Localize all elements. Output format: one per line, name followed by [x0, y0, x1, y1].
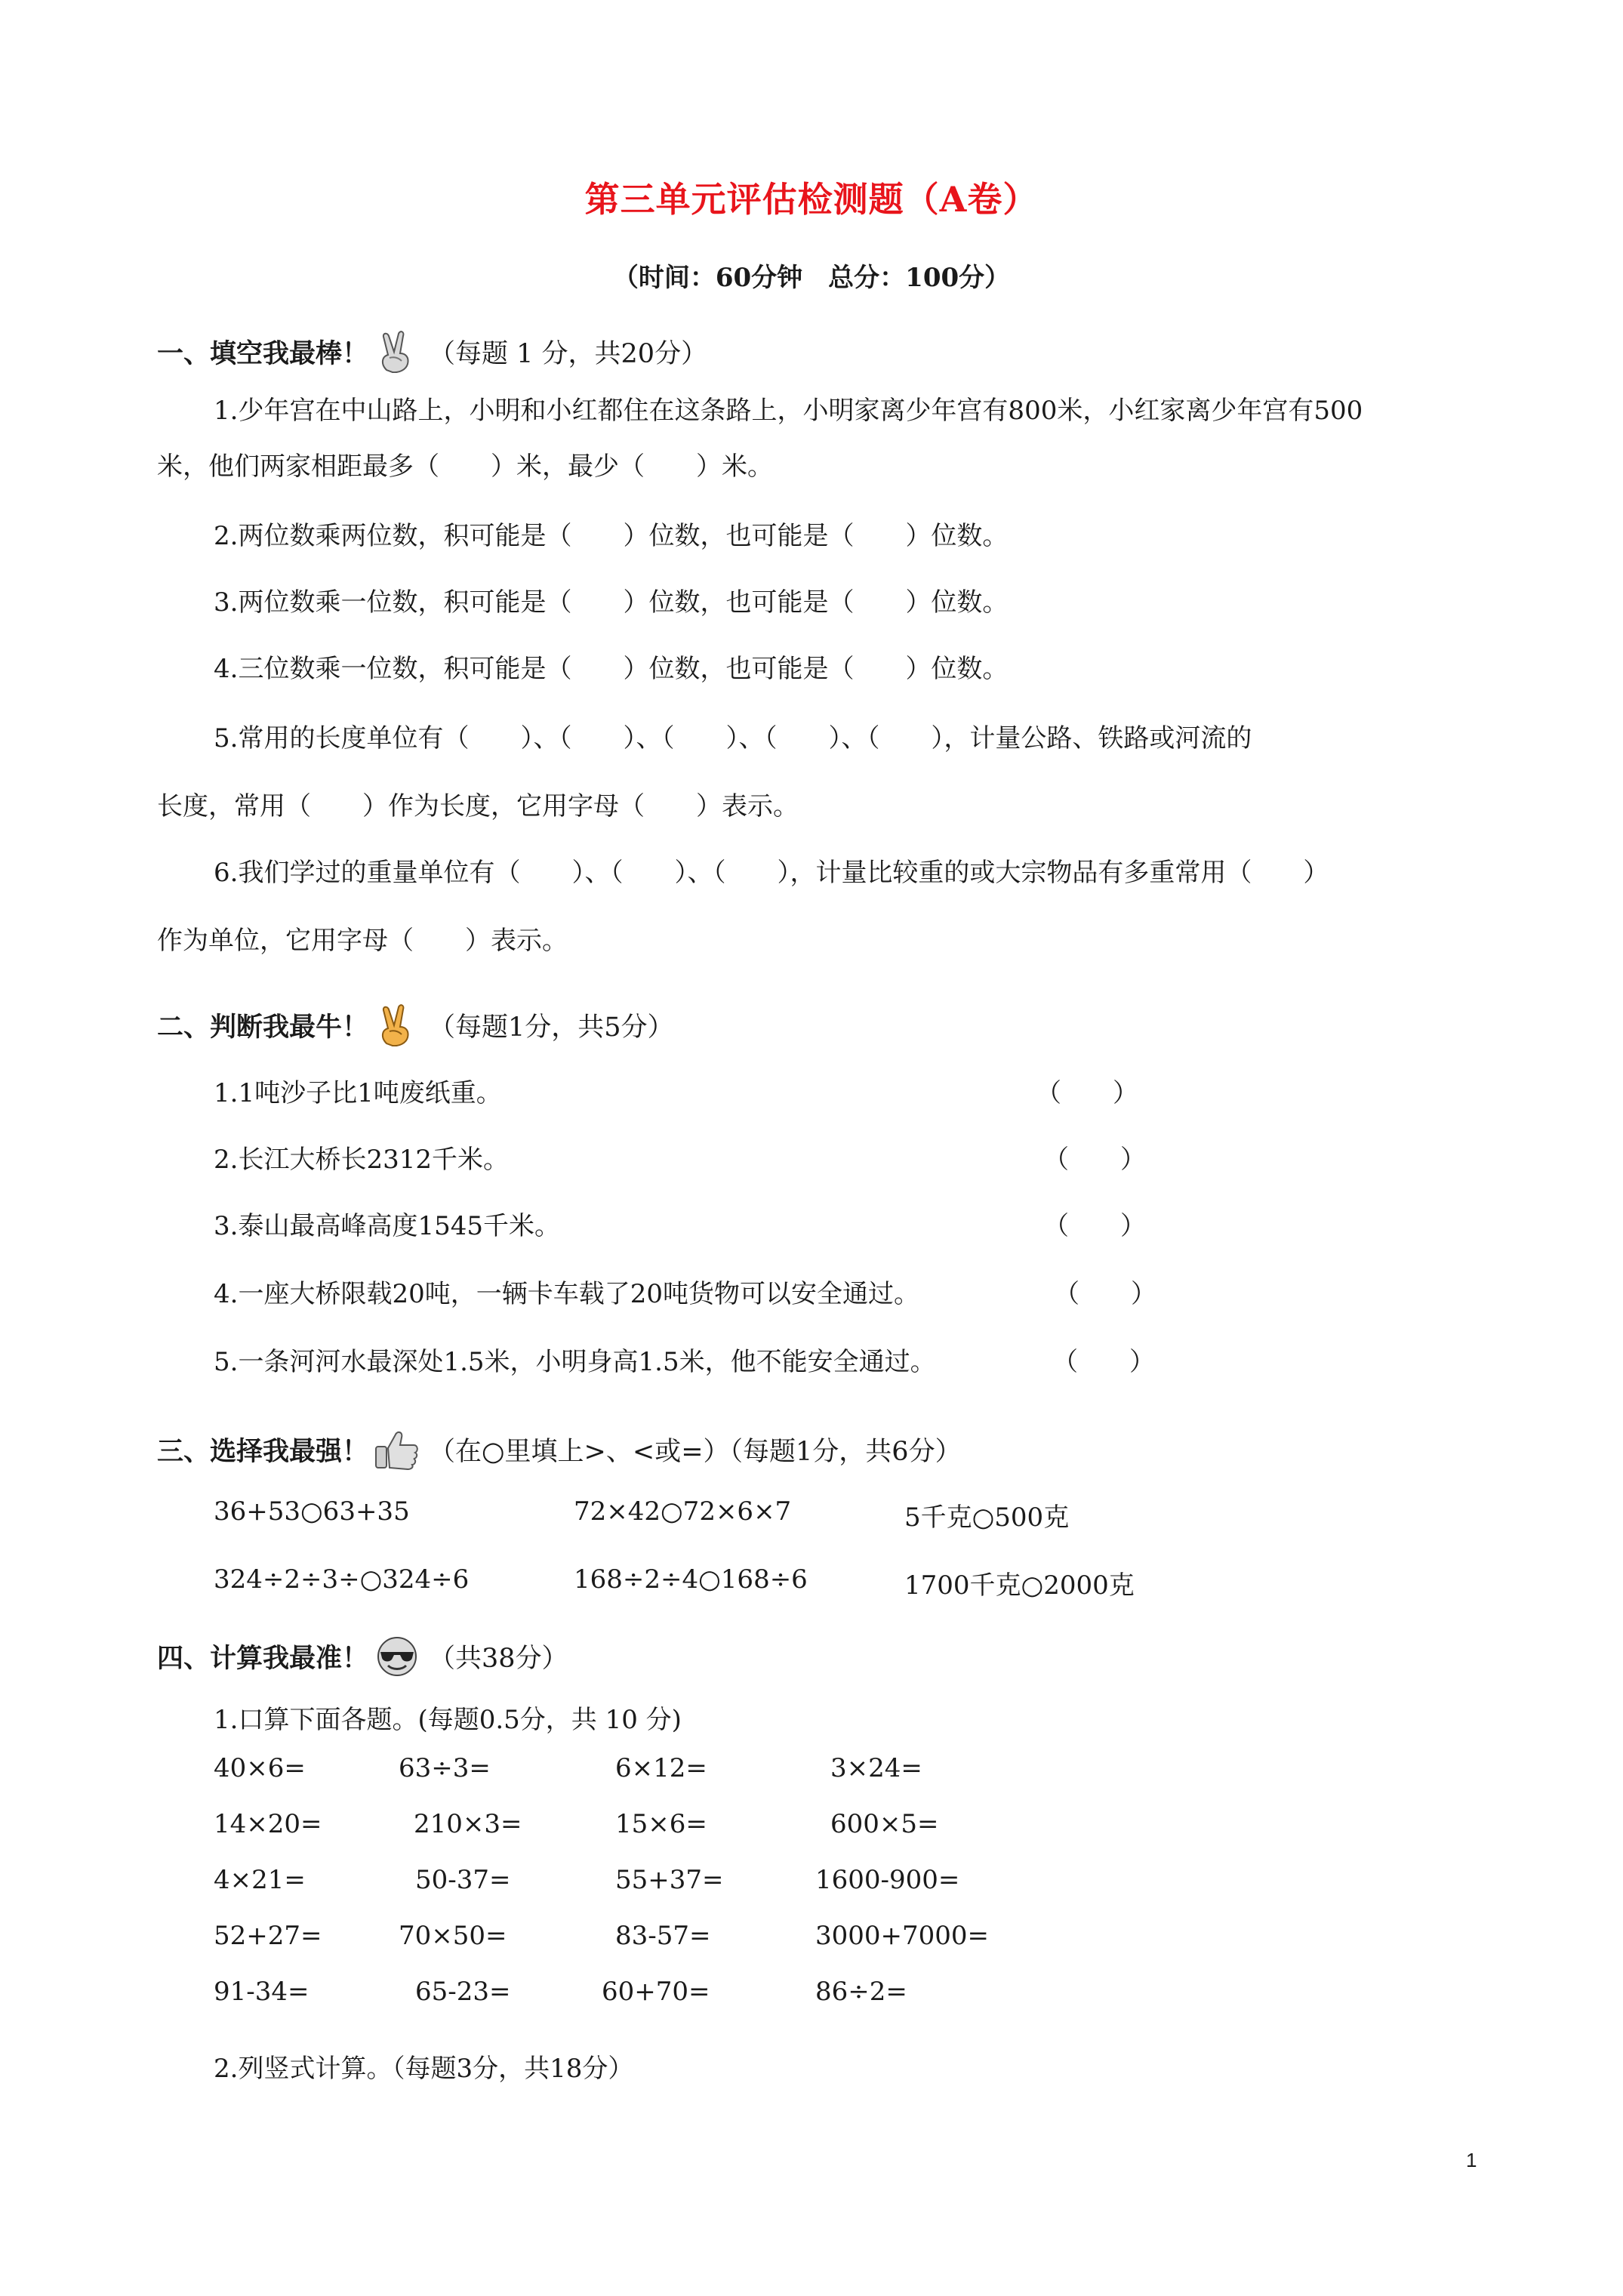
calc-item: 1600-900=: [815, 1865, 960, 1895]
calc-item: 3×24=: [830, 1753, 922, 1783]
judge-item-3: 3.泰山最高峰高度1545千米。: [214, 1211, 560, 1241]
judge-item-1: 1.1吨沙子比1吨废纸重。: [214, 1078, 502, 1108]
question-1-line2: 米，他们两家相距最多（ ）米，最少（ ）米。: [157, 451, 773, 482]
calc-item: 3000+7000=: [815, 1921, 990, 1951]
calc-item: 65-23=: [415, 1977, 511, 2007]
judge-bracket-1: （ ）: [1036, 1078, 1138, 1108]
sunglasses-face-icon: [373, 1635, 421, 1678]
question-4: 4.三位数乘一位数，积可能是（ ）位数，也可能是（ ）位数。: [214, 654, 1009, 684]
calc-item: 4×21=: [214, 1865, 306, 1895]
section1-heading: 一、填空我最棒！: [157, 338, 369, 369]
page-number: 1: [1466, 2149, 1477, 2171]
question-5-line2: 长度，常用（ ）作为长度，它用字母（ ）表示。: [157, 791, 799, 821]
calc-item: 6×12=: [615, 1753, 707, 1783]
calc-item: 91-34=: [214, 1977, 310, 2007]
question-6-line2: 作为单位，它用字母（ ）表示。: [157, 926, 568, 956]
section4-heading-row: [157, 1635, 568, 1678]
compare-item: 5千克○500克: [904, 1502, 1070, 1533]
compare-item: 168÷2÷4○168÷6: [574, 1564, 808, 1595]
section3-note: （在○里填上>、<或=）（每题1分，共6分）: [429, 1437, 962, 1467]
question-6-line1: 6.我们学过的重量单位有（ ）、（ ）、（ ），计量比较重的或大宗物品有多重常用（ ）: [214, 858, 1329, 888]
calc-item: 83-57=: [615, 1921, 711, 1951]
section2-heading: 二、判断我最牛！: [157, 1012, 369, 1043]
judge-item-5: 5.一条河河水最深处1.5米，小明身高1.5米，他不能安全通过。: [214, 1347, 936, 1377]
calc-item: 210×3=: [414, 1809, 522, 1839]
question-3: 3.两位数乘一位数，积可能是（ ）位数，也可能是（ ）位数。: [214, 587, 1009, 618]
vertical-calc-heading: 2.列竖式计算。（每题3分，共18分）: [214, 2054, 634, 2084]
judge-bracket-5: （ ）: [1052, 1347, 1155, 1377]
section3-heading: 三、选择我最强！: [157, 1436, 369, 1467]
calc-item: 50-37=: [415, 1865, 511, 1895]
calc-item: 40×6=: [214, 1753, 306, 1783]
question-1-line1: 1.少年宫在中山路上，小明和小红都住在这条路上，小明家离少年宫有800米，小红家离少年宫有500: [214, 396, 1363, 426]
calc-item: 63÷3=: [399, 1753, 491, 1783]
section1-note: （每题 1 分，共20分）: [429, 339, 708, 369]
compare-item: 324÷2÷3÷○324÷6: [214, 1564, 470, 1595]
calc-item: 600×5=: [830, 1809, 939, 1839]
question-2: 2.两位数乘两位数，积可能是（ ）位数，也可能是（ ）位数。: [214, 521, 1009, 551]
judge-bracket-2: （ ）: [1043, 1145, 1146, 1175]
calc-item: 14×20=: [214, 1809, 322, 1839]
section3-heading-row: [157, 1428, 962, 1471]
calc-item: 55+37=: [615, 1865, 724, 1895]
judge-item-2: 2.长江大桥长2312千米。: [214, 1145, 509, 1175]
thumbs-up-icon: [373, 1428, 421, 1471]
judge-bracket-4: （ ）: [1054, 1279, 1156, 1309]
victory-hand-icon: [373, 331, 421, 373]
judge-item-4: 4.一座大桥限载20吨，一辆卡车载了20吨货物可以安全通过。: [214, 1279, 919, 1309]
oral-calc-heading: 1.口算下面各题。(每题0.5分，共 10 分): [214, 1705, 682, 1735]
question-5-line1: 5.常用的长度单位有（ ）、（ ）、（ ）、（ ）、（ ），计量公路、铁路或河流的: [214, 723, 1252, 754]
victory-hand-icon: [373, 1004, 421, 1046]
compare-item: 1700千克○2000克: [904, 1570, 1135, 1601]
section1-heading-row: [157, 331, 707, 373]
calc-item: 60+70=: [602, 1977, 710, 2007]
calc-item: 70×50=: [399, 1921, 507, 1951]
judge-bracket-3: （ ）: [1043, 1211, 1146, 1241]
compare-item: 36+53○63+35: [214, 1496, 410, 1527]
calc-item: 86÷2=: [815, 1977, 907, 2007]
exam-info: （时间：60分钟 总分：100分）: [612, 263, 1011, 293]
section2-note: （每题1分，共5分）: [429, 1012, 674, 1043]
section4-note: （共38分）: [429, 1644, 568, 1674]
section2-heading-row: [157, 1004, 674, 1046]
page-title: 第三单元评估检测题（A卷）: [584, 179, 1039, 220]
section4-heading: 四、计算我最准！: [157, 1643, 369, 1674]
calc-item: 52+27=: [214, 1921, 322, 1951]
compare-item: 72×42○72×6×7: [574, 1496, 792, 1527]
calc-item: 15×6=: [615, 1809, 707, 1839]
